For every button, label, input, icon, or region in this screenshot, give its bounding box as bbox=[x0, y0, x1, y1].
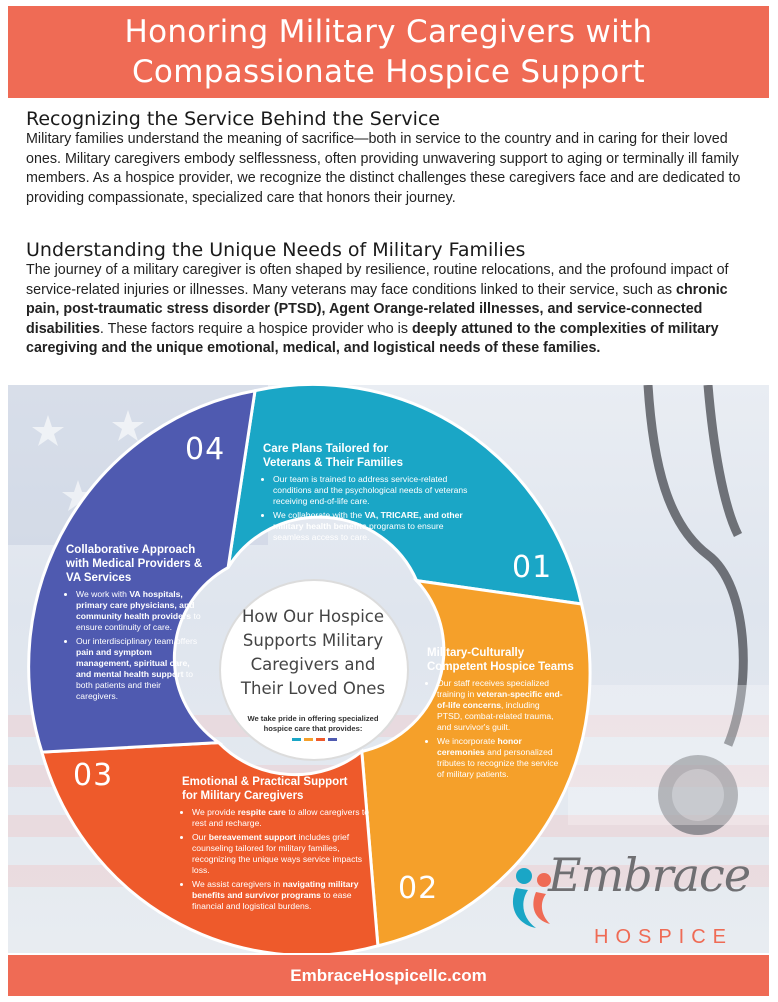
bullet-text: We collaborate with the bbox=[273, 510, 365, 520]
bullet-text: We provide bbox=[192, 807, 238, 817]
segment-heading: Care Plans Tailored for Veterans & Their Families bbox=[263, 443, 403, 469]
page-footer bbox=[8, 955, 769, 996]
page-title bbox=[8, 6, 769, 92]
segment-number-03: 03 bbox=[73, 758, 114, 793]
bullet-bold-text: navigating military benefits and survivor programs bbox=[192, 879, 359, 900]
bullet-text: Our bbox=[192, 832, 209, 842]
title-line-1: Honoring Military Caregivers with bbox=[124, 14, 653, 50]
section-body bbox=[26, 261, 752, 359]
bullet bbox=[76, 636, 204, 702]
logo-wordmark: Embrace bbox=[548, 848, 751, 902]
bullet-text: We assist caregivers in bbox=[192, 879, 283, 889]
bullet bbox=[192, 807, 377, 829]
bullet-text: to allow caregivers to rest and recharge. bbox=[192, 807, 370, 828]
bullet-bold-text: veteran-specific end-of-life concerns bbox=[437, 689, 563, 710]
logo-subword: HOSPICE bbox=[594, 926, 734, 948]
segment-number-02: 02 bbox=[398, 871, 439, 906]
section-heading: Understanding the Unique Needs of Military Families bbox=[26, 239, 526, 261]
bullet bbox=[192, 879, 377, 912]
body-bold-text: deeply attuned to the complexities of military caregiving and the unique emotional, medical, and logistical needs of these families. bbox=[26, 320, 719, 357]
bullet-bold-text: VA, TRICARE, and other military health benefits bbox=[273, 510, 463, 531]
color-dots bbox=[292, 738, 337, 741]
title-line-2: Compassionate Hospice Support bbox=[131, 54, 646, 90]
bullet-text: and personalized tributes to recognize the service of military patients. bbox=[437, 747, 559, 779]
body-bold-text: chronic pain, post-traumatic stress disorder (PTSD), Agent Orange-related illnesses, and service-connected disabilities bbox=[26, 281, 728, 337]
bullet-text: We incorporate bbox=[437, 736, 498, 746]
bullet bbox=[192, 832, 377, 876]
body-text: The journey of a military caregiver is often shaped by resilience, routine relocations, and the profound impact of service-related injuries or illnesses. Many veterans may face conditions linked to their service, such as bbox=[26, 262, 729, 298]
segment-number-04: 04 bbox=[185, 432, 226, 467]
bullet-text: programs to ensure seamless access to care. bbox=[273, 521, 444, 542]
section-heading: Recognizing the Service Behind the Service bbox=[26, 108, 440, 130]
bullet-text: Our interdisciplinary team offers bbox=[76, 636, 198, 646]
segment-collaborative-approach-text bbox=[66, 543, 216, 705]
segment-number-01: 01 bbox=[512, 550, 553, 585]
bullet-text: to ease financial and logistical burdens. bbox=[192, 890, 352, 911]
segment-bullets bbox=[66, 589, 204, 702]
bullet bbox=[273, 510, 478, 543]
segment-bullets bbox=[427, 678, 567, 780]
bullet-text: includes grief counseling tailored for military families, recognizing the unique ways service impacts loss. bbox=[192, 832, 363, 875]
segment-heading: Emotional & Practical Support for Military Caregivers bbox=[182, 776, 348, 802]
page-header bbox=[8, 6, 769, 98]
segment-culturally-competent-text bbox=[427, 646, 587, 783]
bullet-bold-text: pain and symptom management, spiritual care, and mental health support bbox=[76, 647, 190, 679]
segment-heading: Collaborative Approach with Medical Providers & VA Services bbox=[66, 544, 203, 584]
bullet bbox=[437, 736, 567, 780]
bullet-bold-text: VA hospitals, primary care physicians, and community health providers bbox=[76, 589, 195, 621]
section-service bbox=[26, 108, 752, 208]
bullet-bold-text: honor ceremonies bbox=[437, 736, 522, 757]
body-text: . These factors require a hospice provider who is bbox=[99, 320, 412, 337]
teal-dot bbox=[292, 738, 301, 741]
segment-bullets bbox=[263, 474, 478, 543]
section-unique-needs bbox=[26, 239, 752, 359]
segment-emotional-support-text bbox=[182, 775, 377, 915]
orange-dot bbox=[304, 738, 313, 741]
bullet bbox=[437, 678, 567, 733]
bullet-text: to both patients and their caregivers. bbox=[76, 669, 193, 701]
segment-heading: Military-Culturally Competent Hospice Teams bbox=[427, 647, 574, 673]
bullet-bold-text: respite care bbox=[237, 807, 286, 817]
wheel-center-subtitle: We take pride in offering specialized hospice care that provides: bbox=[247, 714, 379, 733]
bullet-text: , including PTSD, combat-related trauma, and survivor's guilt. bbox=[437, 700, 554, 732]
segment-care-plans-text bbox=[263, 442, 478, 546]
website-link[interactable]: EmbraceHospicellc.com bbox=[290, 966, 487, 985]
bullet bbox=[76, 589, 204, 633]
bullet-text: to ensure continuity of care. bbox=[76, 611, 201, 632]
wheel-center-title: How Our Hospice Supports Military Caregivers and Their Loved Ones bbox=[240, 607, 386, 698]
bullet-text: Our staff receives specialized training in bbox=[437, 678, 550, 699]
bullet: • Our team is trained to address service-related conditions and the psychological needs of veterans receiving end-of-life care. bbox=[273, 474, 478, 507]
section-body: Military families understand the meaning of sacrifice—both in service to the country and in caring for their loved ones. Military caregivers embody selflessness, often providing unwavering support to aging or terminally ill family members. As a hospice provider, we recognize the distinct challenges these caregivers face and are dedicated to providing compassionate, specialized care that honors their journey. bbox=[26, 131, 741, 206]
bullet-text: We work with bbox=[76, 589, 130, 599]
embrace-hospice-logo bbox=[510, 848, 765, 948]
segment-bullets bbox=[182, 807, 377, 912]
indigo-dot bbox=[328, 738, 337, 741]
red-dot bbox=[316, 738, 325, 741]
bullet-bold-text: bereavement support bbox=[208, 832, 297, 842]
